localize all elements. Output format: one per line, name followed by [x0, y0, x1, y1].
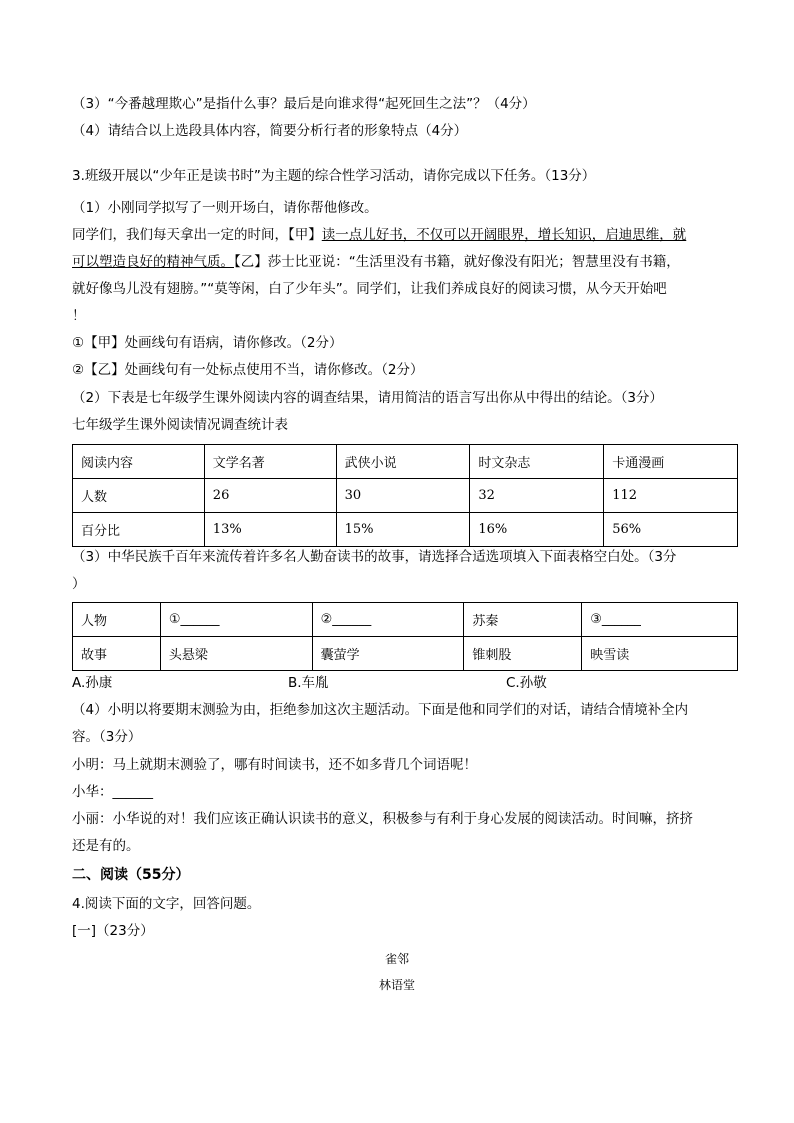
- sub-question-1: ①【甲】处画线句有语病，请你修改。（2分）: [72, 335, 343, 351]
- question-3-intro: 3.班级开展以“少年正是读书时”为主题的综合性学习活动，请你完成以下任务。（13分）: [72, 168, 596, 184]
- question-4: 4.阅读下面的文字，回答问题。: [72, 896, 261, 912]
- table-cell: 16%: [470, 513, 604, 547]
- passage-text: 【乙】莎士比亚说：“生活里没有书籍，就好像没有阳光；智慧里没有书籍，: [234, 254, 680, 270]
- table-cell: 13%: [204, 513, 336, 547]
- dialog-xiaoming: 小明：马上就期末测验了，哪有时间读书，还不如多背几个词语呢！: [72, 757, 477, 773]
- dialog-xiaohua: 小华：______: [72, 784, 153, 800]
- underlined-sentence-jia: 读一点儿好书，不仅可以开阔眼界，增长知识，启迪思维，就: [321, 227, 687, 243]
- section-heading: 二、阅读（55分）: [72, 867, 190, 883]
- table-cell: 卡通漫画: [604, 445, 738, 479]
- dialog-xiaoli: 小丽：小华说的对！我们应该正确认识读书的意义，积极参与有利于身心发展的阅读活动。时间嘛，挤挤: [72, 811, 693, 827]
- option-b: B.车胤: [288, 675, 329, 691]
- article-author: 林语堂: [378, 978, 415, 992]
- option-c: C.孙敬: [506, 675, 547, 691]
- article-title: 雀邻: [384, 952, 409, 966]
- passage-line-1: [72, 226, 686, 244]
- question-3-1: （1）小刚同学拟写了一则开场白，请你帮他修改。: [72, 200, 378, 216]
- table-cell: 30: [336, 479, 470, 513]
- passage-line-3: 就好像鸟儿没有翅膀。”“莫等闲，白了少年头”。同学们，让我们养成良好的阅读习惯，从今天开始吧: [72, 281, 667, 297]
- passage-line-4: ！: [72, 308, 86, 324]
- table-cell: 32: [470, 479, 604, 513]
- table-cell: 56%: [604, 513, 738, 547]
- blank-cell: ①______: [160, 603, 312, 637]
- question-2-3: （3）“今番越理欺心”是指什么事？最后是向谁求得“起死回生之法”？（4分）: [72, 96, 536, 112]
- table-row: [73, 603, 738, 637]
- table-cell: 百分比: [73, 513, 205, 547]
- question-3-3: （3）中华民族千百年来流传着许多名人勤奋读书的故事，请选择合适选项填入下面表格空白处。（3分: [72, 549, 677, 565]
- table-row: [73, 445, 738, 479]
- story-table: [72, 602, 738, 671]
- table-cell: 15%: [336, 513, 470, 547]
- survey-table: [72, 444, 738, 547]
- table-title: 七年级学生课外阅读情况调查统计表: [72, 417, 288, 433]
- table-cell: 武侠小说: [336, 445, 470, 479]
- passage-text: 同学们，我们每天拿出一定的时间，【甲】: [72, 227, 322, 243]
- table-cell: 人数: [73, 479, 205, 513]
- table-row: [73, 513, 738, 547]
- table-cell: 112: [604, 479, 738, 513]
- table-cell: 时文杂志: [470, 445, 604, 479]
- table-cell: 映雪读: [582, 637, 738, 671]
- question-3-4: （4）小明以将要期末测验为由，拒绝参加这次主题活动。下面是他和同学们的对话，请结合情境补全内: [72, 702, 689, 718]
- question-3-2: （2）下表是七年级学生课外阅读内容的调查结果，请用简洁的语言写出你从中得出的结论。（3分）: [72, 390, 663, 406]
- table-cell: 文学名著: [204, 445, 336, 479]
- question-3-4-cont: 容。（3分）: [72, 729, 142, 745]
- table-cell: 锥刺股: [464, 637, 582, 671]
- table-row: [73, 479, 738, 513]
- blank-cell: ③______: [582, 603, 738, 637]
- table-cell: 囊萤学: [312, 637, 464, 671]
- table-cell: 人物: [73, 603, 161, 637]
- table-cell: 26: [204, 479, 336, 513]
- question-3-3-cont: ）: [72, 576, 86, 592]
- table-cell: 故事: [73, 637, 161, 671]
- passage-line-2: [72, 253, 680, 271]
- blank-cell: ②______: [312, 603, 464, 637]
- underlined-sentence-jia-cont: 可以塑造良好的精神气质。: [72, 254, 234, 270]
- table-cell: 阅读内容: [73, 445, 205, 479]
- sub-question-2: ②【乙】处画线句有一处标点使用不当，请你修改。（2分）: [72, 362, 424, 378]
- dialog-xiaoli-cont: 还是有的。: [72, 838, 140, 854]
- question-2-4: （4）请结合以上选段具体内容，简要分析行者的形象特点（4分）: [72, 123, 468, 139]
- table-cell: 苏秦: [464, 603, 582, 637]
- part-label: [一]（23分）: [72, 923, 154, 939]
- table-row: [73, 637, 738, 671]
- option-a: A.孙康: [72, 675, 113, 691]
- table-cell: 头悬梁: [160, 637, 312, 671]
